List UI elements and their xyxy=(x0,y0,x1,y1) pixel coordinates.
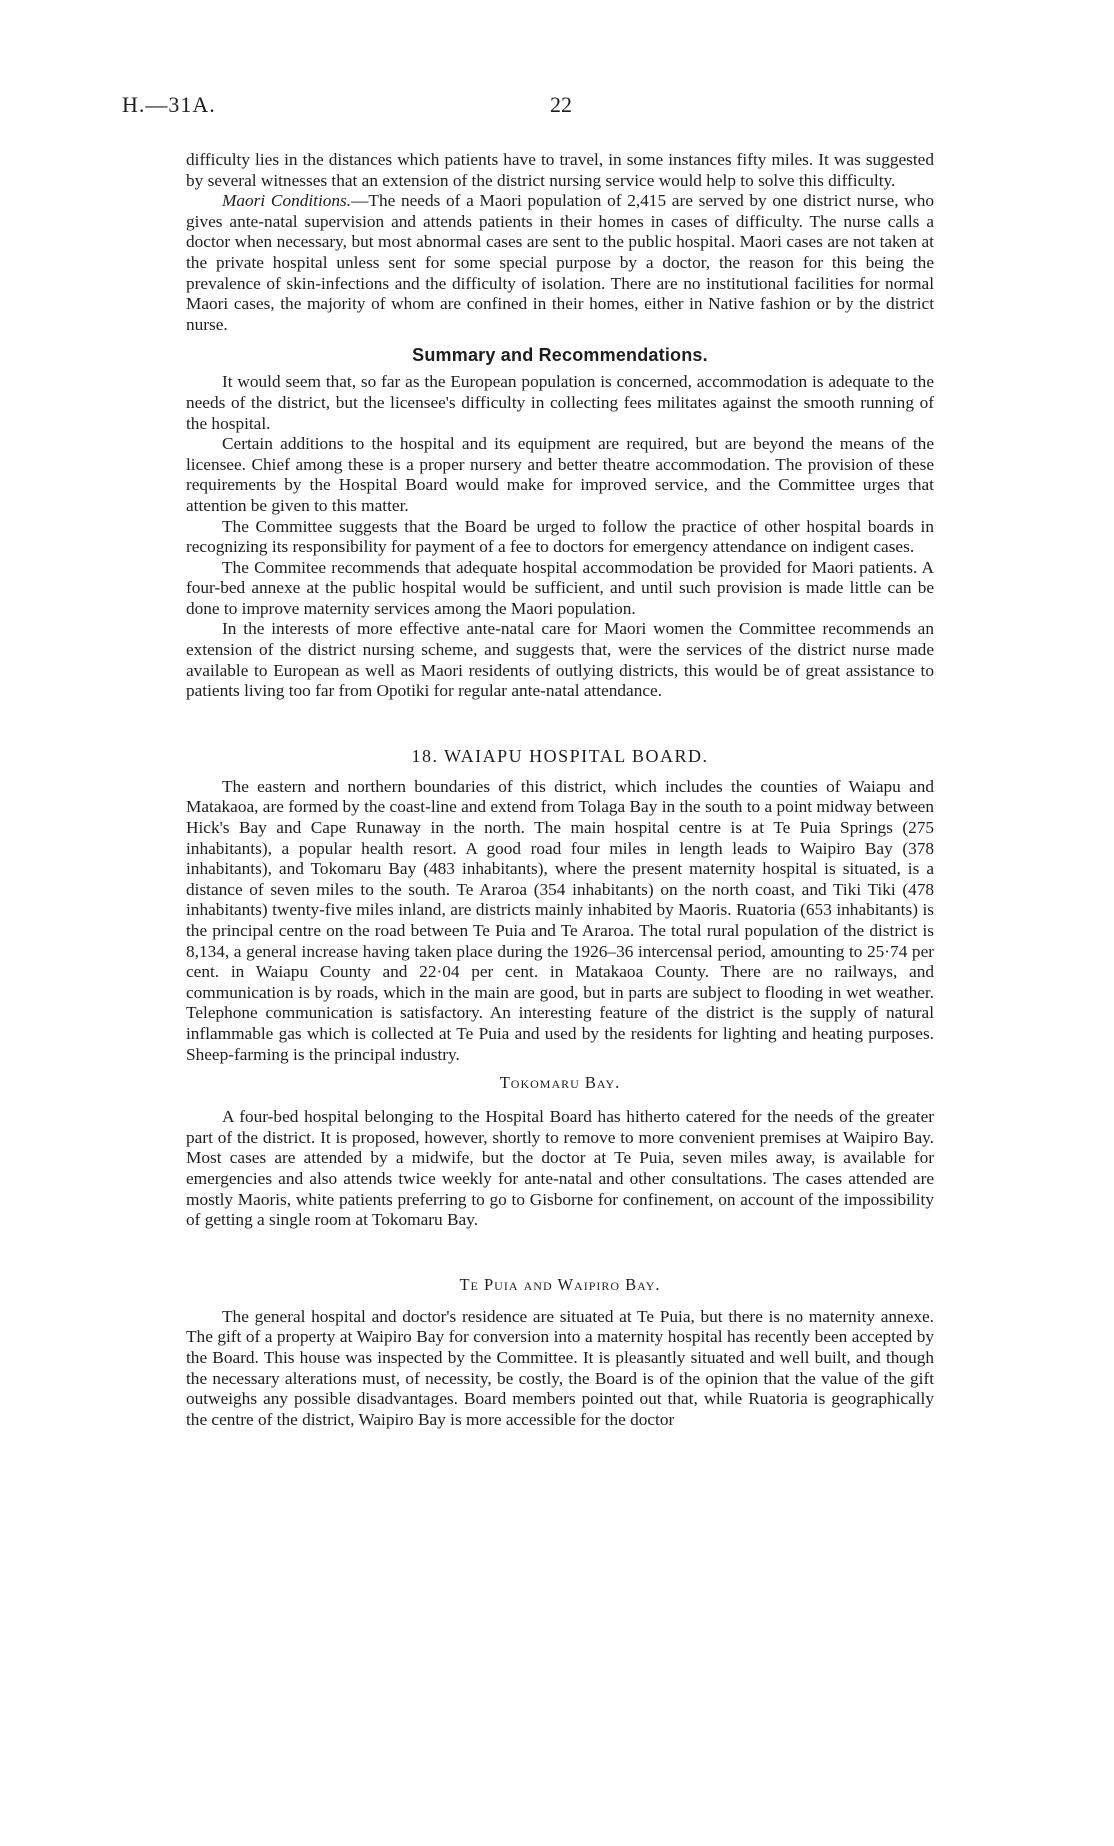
te-puia-heading: Te Puia and Waipiro Bay. xyxy=(459,1274,661,1294)
summary-paragraph-1: It would seem that, so far as the European population is concerned, accommodation is adequate to the needs of the district, but the licensee's difficulty in collecting fees militates against the smooth running of the hospital. xyxy=(186,372,934,433)
summary-paragraph-3: The Committee suggests that the Board be urged to follow the practice of other hospital boards in recognizing its responsibility for payment of a fee to doctors for emergency attendance on indigent cases. xyxy=(186,516,934,557)
summary-paragraph-2: Certain additions to the hospital and its equipment are required, but are beyond the means of the licensee. Chief among these is a proper nursery and better theatre accommodation. The provision of these requirements by the Hospital Board would make for improved service, and the Committee urges that attention be given to this matter. xyxy=(186,434,934,515)
paragraph-maori-conditions xyxy=(186,191,934,335)
summary-heading: Summary and Recommendations. xyxy=(412,345,708,366)
maori-conditions-text: —The needs of a Maori population of 2,415 are served by one district nurse, who gives ante-natal supervision and attends patients in their homes in cases of difficulty. The nurse calls a doctor when necessary, but most abnormal cases are sent to the public hospital. Maori cases are not taken at the private hospital unless sent for some special purpose by a doctor, the reason for this being the prevalence of skin-infections and the difficulty of isolation. There are no institutional facilities for normal Maori cases, the majority of whom are confined in their homes, either in Native fashion or by the district nurse. xyxy=(186,191,935,334)
summary-paragraph-4: The Commitee recommends that adequate hospital accommodation be provided for Maori patients. A four-bed annexe at the public hospital would be sufficient, and until such provision is made little can be done to improve maternity services among the Maori population. xyxy=(186,557,934,618)
summary-paragraph-5: In the interests of more effective ante-natal care for Maori women the Committee recommends an extension of the district nursing scheme, and suggests that, were the services of the district nurse made available to European as well as Maori residents of outlying districts, this would be of great assistance to patients living too far from Opotiki for regular ante-natal attendance. xyxy=(186,619,934,701)
tokomaru-bay-paragraph: A four-bed hospital belonging to the Hospital Board has hitherto catered for the needs of the greater part of the district. It is proposed, however, shortly to remove to more convenient premises at Waipiro Bay. Most cases are attended by a midwife, but the doctor at Te Puia, seven miles away, is available for emergencies and also attends twice weekly for ante-natal and other consultations. The cases attended are mostly Maoris, white patients preferring to go to Gisborne for confinement, on account of the impossibility of getting a single room at Tokomaru Bay. xyxy=(186,1107,934,1230)
tokomaru-bay-heading: Tokomaru Bay. xyxy=(499,1073,621,1093)
maori-conditions-label: Maori Conditions. xyxy=(222,191,352,211)
page-number: 22 xyxy=(550,92,572,117)
document-id: H.—31A. xyxy=(122,92,216,117)
page-header xyxy=(122,92,992,126)
waiapu-description-paragraph: The eastern and northern boundaries of this district, which includes the counties of Waiapu and Matakaoa, are formed by the coast-line and extend from Tolaga Bay in the south to a point midway between Hick's Bay and Cape Runaway in the north. The main hospital centre is at Te Puia Springs (275 inhabitants), a popular health resort. A good road four miles in length leads to Waipiro Bay (378 inhabitants), and Tokomaru Bay (483 inhabitants), where the present maternity hospital is situated, is a distance of seven miles to the south. Te Araroa (354 inhabitants) on the north coast, and Tiki Tiki (478 inhabitants) twenty-five miles inland, are districts mainly inhabited by Maoris. Ruatoria (653 inhabitants) is the principal centre on the road between Te Puia and Te Araroa. The total rural population of the district is 8,134, a general increase having taken place during the 1926–36 intercensal period, amounting to 25·74 per cent. in Waiapu County and 22·04 per cent. in Matakaoa County. There are no railways, and communication is by roads, which in the main are good, but in parts are subject to flooding in wet weather. Telephone communication is satisfactory. An interesting feature of the district is the supply of natural inflammable gas which is collected at Te Puia and used by the residents for lighting and heating purposes. Sheep-farming is the principal industry. xyxy=(186,776,934,1064)
paragraph-distance-difficulty: difficulty lies in the distances which patients have to travel, in some instances fifty miles. It was suggested by several witnesses that an extension of the district nursing service would help to solve this difficulty. xyxy=(186,150,934,190)
text-column xyxy=(186,150,934,1430)
waiapu-board-heading: 18. WAIAPU HOSPITAL BOARD. xyxy=(411,745,709,766)
te-puia-paragraph: The general hospital and doctor's residence are situated at Te Puia, but there is no maternity annexe. The gift of a property at Waipiro Bay for conversion into a maternity hospital has recently been accepted by the Board. This house was inspected by the Committee. It is pleasantly situated and well built, and though the necessary alterations must, of necessity, be costly, the Board is of the opinion that the value of the gift outweighs any possible disadvantages. Board members pointed out that, while Ruatoria is geographically the centre of the district, Waipiro Bay is more accessible for the doctor xyxy=(186,1306,934,1429)
